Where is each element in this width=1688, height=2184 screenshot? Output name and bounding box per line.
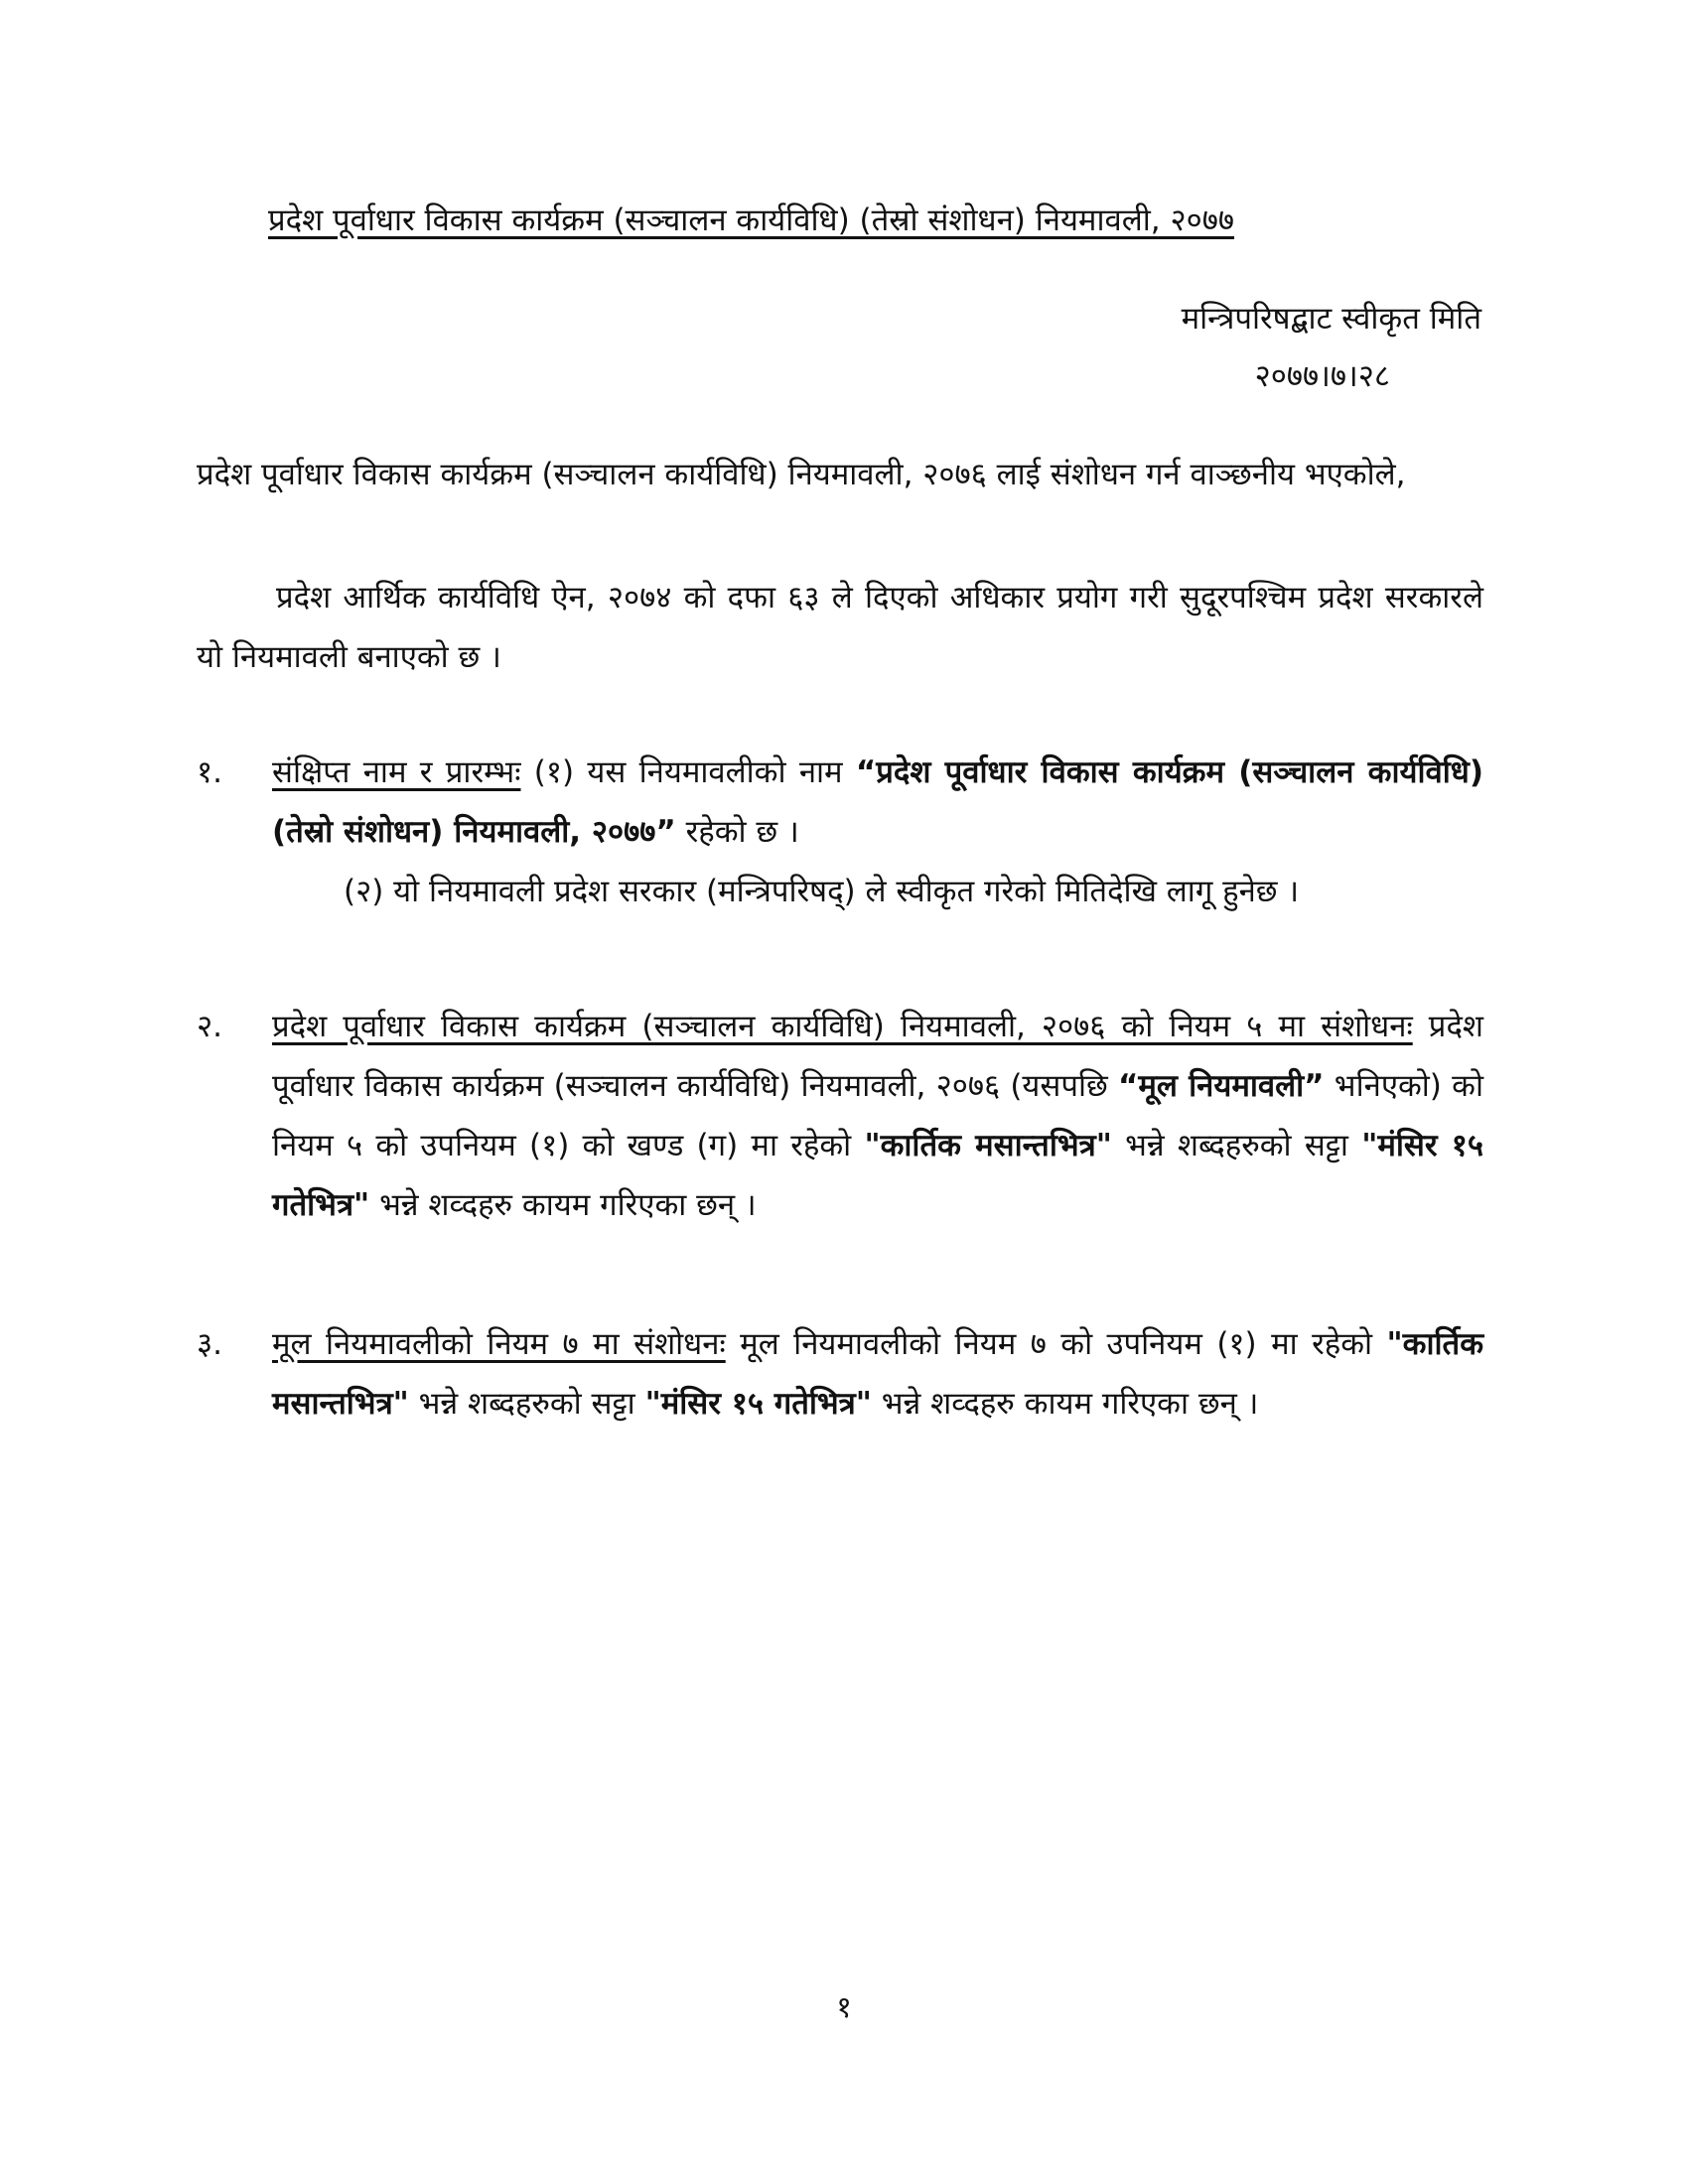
clause-bold-text: "कार्तिक मसान्तभित्र" [272, 1326, 1484, 1422]
clause-number: ३. [197, 1326, 222, 1362]
clause-text: प्रदेश पूर्वाधार विकास कार्यक्रम (सञ्चालन कार्यविधि) नियमावली, २०७६ (यसपछि [272, 1009, 1483, 1104]
clause-bold-text: “प्रदेश पूर्वाधार विकास कार्यक्रम (सञ्चालन कार्यविधि) (तेस्रो संशोधन) नियमावली, २०७७” [272, 754, 1483, 850]
clause-heading: प्रदेश पूर्वाधार विकास कार्यक्रम (सञ्चालन कार्यविधि) नियमावली, २०७६ को नियम ५ मा संशोधनः [272, 1009, 1413, 1044]
clause-body [272, 1314, 1483, 1433]
clause-subsection: (२) यो नियमावली प्रदेश सरकार (मन्त्रिपरिषद्) ले स्वीकृत गरेको मितिदेखि लागू हुनेछ । [344, 874, 1300, 909]
clause-text: भन्ने शब्दहरुको सट्टा [408, 1386, 645, 1422]
clause-bold-text: "मंसिर १५ गतेभित्र" [272, 1128, 1483, 1223]
preamble-paragraph-2: प्रदेश आर्थिक कार्यविधि ऐन, २०७४ को दफा ६३ ले दिएको अधिकार प्रयोग गरी सुदूरपश्चिम प्रदेश सरकारले यो नियमावली बनाएको छ । [197, 580, 1483, 675]
clause-text: भन्ने शव्दहरु कायम गरिएका छन् । [369, 1187, 757, 1223]
clause-text: भनिएको) को नियम ५ को उपनियम (१) को खण्ड (ग) मा रहेको [272, 1068, 1483, 1163]
clause-number: १. [197, 754, 222, 790]
clause-text: भन्ने शव्दहरु कायम गरिएका छन् । [871, 1386, 1259, 1422]
clause-1 [197, 743, 1483, 921]
clause-text: भन्ने शब्दहरुको सट्टा [1111, 1128, 1362, 1163]
approval-date: २०७७।७।२८ [1254, 358, 1390, 394]
approval-block [1182, 290, 1481, 405]
clause-text: (१) यस नियमावलीको नाम [520, 754, 856, 790]
clause-heading: संक्षिप्त नाम र प्रारम्भः [272, 754, 521, 790]
clause-heading: मूल नियमावलीको नियम ७ मा संशोधनः [272, 1326, 726, 1362]
clause-2 [197, 997, 1483, 1235]
clause-text: मूल नियमावलीको नियम ७ को उपनियम (१) मा रहेको [725, 1326, 1387, 1362]
clause-bold-text: "मंसिर १५ गतेभित्र" [644, 1386, 872, 1422]
clause-body [272, 743, 1483, 862]
clause-3 [197, 1314, 1483, 1433]
approval-label: मन्त्रिपरिषद्बाट स्वीकृत मिति [1181, 301, 1481, 337]
clause-number: २. [197, 1009, 222, 1044]
clause-body [272, 997, 1483, 1235]
document-title: प्रदेश पूर्वाधार विकास कार्यक्रम (सञ्चालन कार्यविधि) (तेस्रो संशोधन) नियमावली, २०७७ [268, 203, 1234, 238]
clause-bold-text: “मूल नियमावली” [1117, 1068, 1325, 1104]
page-number: १ [836, 1990, 852, 2025]
clause-text: रहेको छ । [675, 814, 799, 850]
clause-bold-text: "कार्तिक मसान्तभित्र" [864, 1128, 1112, 1163]
preamble-paragraph-1: प्रदेश पूर्वाधार विकास कार्यक्रम (सञ्चालन कार्यविधि) नियमावली, २०७६ लाई संशोधन गर्न वाञ्छनीय भएकोले, [197, 457, 1406, 492]
